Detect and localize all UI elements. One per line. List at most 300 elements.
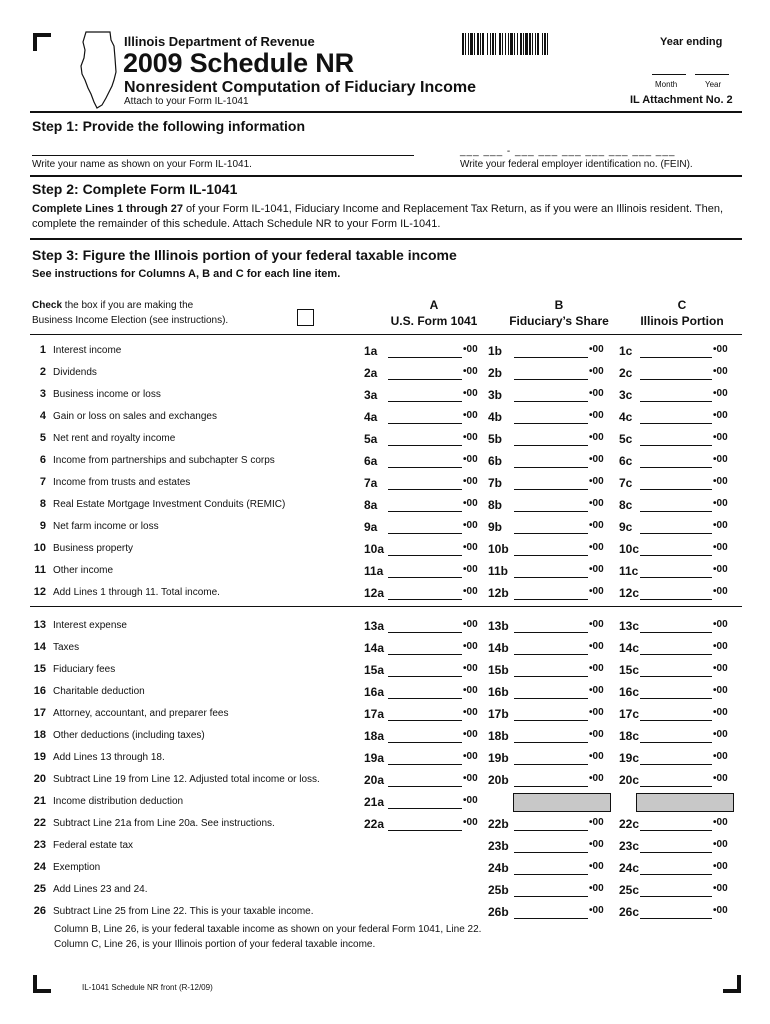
cents-25b: •00 [589,883,604,894]
field-label-a: 20a [364,773,385,787]
line-18-row [0,727,770,747]
amount-input-2b[interactable] [514,379,588,382]
line-number: 1 [39,344,46,356]
cents-16a: •00 [463,685,478,696]
cents-17b: •00 [589,707,604,718]
amount-input-5a[interactable] [388,445,462,448]
field-label-a: 5a [364,432,378,446]
amount-input-23c[interactable] [640,852,712,855]
month-field[interactable] [652,74,686,75]
field-label-c: 3c [619,388,633,402]
line-description: Income from trusts and estates [53,477,191,488]
field-label-c: 18c [619,729,640,743]
cents-18c: •00 [713,729,728,740]
cents-10a: •00 [463,542,478,553]
line-number: 25 [33,883,46,895]
field-label-c: 24c [619,861,640,875]
field-label-b: 10b [488,542,509,556]
field-label-a: 2a [364,366,378,380]
amount-input-19a[interactable] [388,764,462,767]
line-description: Subtract Line 19 from Line 12. Adjusted total income or loss. [53,774,320,785]
cents-22a: •00 [463,817,478,828]
line-description: Net rent and royalty income [53,433,176,444]
cents-24c: •00 [713,861,728,872]
cents-6a: •00 [463,454,478,465]
cents-5b: •00 [589,432,604,443]
line-2-row [0,364,770,384]
amount-input-14a[interactable] [388,654,462,657]
amount-input-20a[interactable] [388,786,462,789]
line-25-row [0,881,770,901]
cents-14b: •00 [589,641,604,652]
field-label-b: 11b [488,564,509,578]
step2-heading: Step 2: Complete Form IL-1041 [32,181,238,197]
field-label-a: 10a [364,542,385,556]
amount-input-1b[interactable] [514,357,588,360]
cents-26b: •00 [589,905,604,916]
line-description: Income from partnerships and subchapter S corps [53,455,275,466]
field-label-c: 6c [619,454,633,468]
amount-input-13b[interactable] [514,632,588,635]
line-number: 14 [33,641,46,653]
field-label-a: 22a [364,817,385,831]
amount-input-25c[interactable] [640,896,712,899]
line-7-row [0,474,770,494]
line-description: Other deductions (including taxes) [53,730,205,741]
amount-input-3a[interactable] [388,401,462,404]
amount-input-6a[interactable] [388,467,462,470]
cents-13c: •00 [713,619,728,630]
amount-input-8b[interactable] [514,511,588,514]
line-number: 16 [33,685,46,697]
field-label-c: 25c [619,883,640,897]
line-15-row [0,661,770,681]
cents-8c: •00 [713,498,728,509]
cents-1c: •00 [713,344,728,355]
month-label: Month [655,80,678,89]
cents-7a: •00 [463,476,478,487]
amount-input-12b[interactable] [514,599,588,602]
cents-3c: •00 [713,388,728,399]
field-label-c: 2c [619,366,633,380]
amount-input-19b[interactable] [514,764,588,767]
amount-input-7c[interactable] [640,489,712,492]
field-label-b: 12b [488,586,509,600]
line-description: Federal estate tax [53,840,134,851]
field-label-c: 12c [619,586,640,600]
amount-input-3b[interactable] [514,401,588,404]
amount-input-14b[interactable] [514,654,588,657]
field-label-c: 17c [619,707,640,721]
amount-input-14c[interactable] [640,654,712,657]
fein-caption: Write your federal employer identification no. (FEIN). [460,159,693,170]
line-number: 2 [39,366,46,378]
note-column-b: Column B, Line 26, is your federal taxable income as shown on your federal Form 1041, Line 22. [54,924,482,935]
line-description: Dividends [53,367,97,378]
amount-input-5b[interactable] [514,445,588,448]
amount-input-9b[interactable] [514,533,588,536]
cents-16b: •00 [589,685,604,696]
year-field[interactable] [695,74,729,75]
amount-input-26b[interactable] [514,918,588,921]
amount-input-6b[interactable] [514,467,588,470]
amount-input-10c[interactable] [640,555,712,558]
cents-19c: •00 [713,751,728,762]
field-label-c: 5c [619,432,633,446]
line-13-row [0,617,770,637]
divider [30,111,742,113]
cents-9c: •00 [713,520,728,531]
amount-input-3c[interactable] [640,401,712,404]
barcode-graphic [462,33,586,55]
cents-9b: •00 [589,520,604,531]
cents-12c: •00 [713,586,728,597]
line-14-row [0,639,770,659]
attach-note: Attach to your Form IL-1041 [124,96,249,107]
step3-instructions: See instructions for Columns A, B and C for each line item. [32,268,341,280]
business-election-label: Check the box if you are making the Business Income Election (see instructions). [32,300,229,326]
amount-input-2c[interactable] [640,379,712,382]
line-6-row [0,452,770,472]
amount-input-4c[interactable] [640,423,712,426]
amount-input-13c[interactable] [640,632,712,635]
field-label-c: 23c [619,839,640,853]
field-label-a: 18a [364,729,385,743]
line-8-row [0,496,770,516]
amount-input-16b[interactable] [514,698,588,701]
cents-13b: •00 [589,619,604,630]
line-number: 26 [33,905,46,917]
field-label-b: 4b [488,410,503,424]
name-caption: Write your name as shown on your Form IL-1041. [32,159,252,170]
cents-18a: •00 [463,729,478,740]
line-1-row [0,342,770,362]
amount-input-15c[interactable] [640,676,712,679]
line-number: 5 [39,432,46,444]
amount-input-11b[interactable] [514,577,588,580]
amount-input-4b[interactable] [514,423,588,426]
column-b-header: B Fiduciary’s Share [509,298,609,328]
crop-mark-bottom-right [723,975,741,993]
fein-field[interactable]: ___ ___ - ___ ___ ___ ___ ___ ___ ___ [460,146,676,157]
field-label-a: 12a [364,586,385,600]
line-number: 8 [39,498,46,510]
cents-11a: •00 [463,564,478,575]
cents-22c: •00 [713,817,728,828]
cents-21a: •00 [463,795,478,806]
cents-7b: •00 [589,476,604,487]
line-description: Income distribution deduction [53,796,184,807]
cents-4b: •00 [589,410,604,421]
line-19-row [0,749,770,769]
line-description: Attorney, accountant, and preparer fees [53,708,229,719]
line-26-row [0,903,770,923]
field-label-b: 7b [488,476,503,490]
crop-mark-bottom-left [33,975,51,993]
line-description: Other income [53,565,114,576]
line-description: Real Estate Mortgage Investment Conduits (REMIC) [53,499,286,510]
cents-6c: •00 [713,454,728,465]
cents-14c: •00 [713,641,728,652]
line-description: Interest income [53,345,122,356]
line-description: Taxes [53,642,80,653]
cents-20a: •00 [463,773,478,784]
form-title: 2009 Schedule NR [123,48,354,78]
amount-input-25b[interactable] [514,896,588,899]
cents-3b: •00 [589,388,604,399]
cents-11b: •00 [589,564,604,575]
amount-input-15a[interactable] [388,676,462,679]
line-22-row [0,815,770,835]
divider [30,238,742,240]
cents-7c: •00 [713,476,728,487]
amount-input-20c[interactable] [640,786,712,789]
amount-input-12c[interactable] [640,599,712,602]
field-label-a: 4a [364,410,378,424]
year-ending-label: Year ending [660,36,723,48]
line-description: Add Lines 23 and 24. [53,884,148,895]
line-17-row [0,705,770,725]
amount-input-9c[interactable] [640,533,712,536]
field-label-a: 17a [364,707,385,721]
amount-input-21a[interactable] [388,808,462,811]
line-description: Net farm income or loss [53,521,159,532]
amount-input-9a[interactable] [388,533,462,536]
field-label-a: 6a [364,454,378,468]
cents-17a: •00 [463,707,478,718]
line-description: Fiduciary fees [53,664,116,675]
cents-15b: •00 [589,663,604,674]
amount-input-13a[interactable] [388,632,462,635]
field-label-a: 1a [364,344,378,358]
cents-24b: •00 [589,861,604,872]
step3-heading: Step 3: Figure the Illinois portion of your federal taxable income [32,247,457,263]
line-11-row [0,562,770,582]
line-number: 13 [33,619,46,631]
amount-input-22a[interactable] [388,830,462,833]
line-10-row [0,540,770,560]
cents-14a: •00 [463,641,478,652]
amount-input-17c[interactable] [640,720,712,723]
amount-input-22b[interactable] [514,830,588,833]
field-label-c: 22c [619,817,640,831]
amount-input-17a[interactable] [388,720,462,723]
cents-12a: •00 [463,586,478,597]
amount-input-8a[interactable] [388,511,462,514]
cents-4c: •00 [713,410,728,421]
line-number: 23 [33,839,46,851]
field-label-c: 7c [619,476,633,490]
amount-input-15b[interactable] [514,676,588,679]
cents-10b: •00 [589,542,604,553]
cents-20c: •00 [713,773,728,784]
line-number: 9 [39,520,46,532]
footer-form-id: IL-1041 Schedule NR front (R-12/09) [82,983,213,992]
amount-input-7a[interactable] [388,489,462,492]
column-a-header: A U.S. Form 1041 [390,298,478,328]
line-24-row [0,859,770,879]
amount-input-18c[interactable] [640,742,712,745]
line-description: Charitable deduction [53,686,145,697]
cents-2b: •00 [589,366,604,377]
amount-input-10b[interactable] [514,555,588,558]
field-label-c: 9c [619,520,633,534]
cents-2a: •00 [463,366,478,377]
field-label-b: 5b [488,432,503,446]
amount-input-10a[interactable] [388,555,462,558]
cents-4a: •00 [463,410,478,421]
line-number: 19 [33,751,46,763]
field-label-b: 8b [488,498,503,512]
amount-input-1a[interactable] [388,357,462,360]
cents-9a: •00 [463,520,478,531]
line-description: Gain or loss on sales and exchanges [53,411,217,422]
amount-input-20b[interactable] [514,786,588,789]
amount-input-7b[interactable] [514,489,588,492]
cents-13a: •00 [463,619,478,630]
step1-heading: Step 1: Provide the following information [32,118,306,134]
line-number: 18 [33,729,46,741]
field-label-a: 21a [364,795,385,809]
field-label-a: 8a [364,498,378,512]
step2-instructions [32,202,744,232]
amount-input-4a[interactable] [388,423,462,426]
illinois-map-icon [76,28,122,110]
department-name: Illinois Department of Revenue [124,34,315,49]
field-label-c: 16c [619,685,640,699]
line-number: 4 [39,410,46,422]
cents-1b: •00 [589,344,604,355]
line-number: 10 [33,542,46,554]
attachment-number: IL Attachment No. 2 [630,94,733,106]
amount-input-24b[interactable] [514,874,588,877]
shaded-box-b [513,793,611,812]
cents-2c: •00 [713,366,728,377]
line-description: Business income or loss [53,389,161,400]
field-label-b: 16b [488,685,509,699]
field-label-b: 2b [488,366,503,380]
field-label-b: 13b [488,619,509,633]
cents-16c: •00 [713,685,728,696]
cents-15c: •00 [713,663,728,674]
cents-3a: •00 [463,388,478,399]
cents-19a: •00 [463,751,478,762]
field-label-a: 16a [364,685,385,699]
line-number: 15 [33,663,46,675]
amount-input-5c[interactable] [640,445,712,448]
line-12-row [0,584,770,604]
field-label-c: 8c [619,498,633,512]
form-subtitle: Nonresident Computation of Fiduciary Income [124,79,477,96]
amount-input-11a[interactable] [388,577,462,580]
field-label-a: 15a [364,663,385,677]
field-label-b: 23b [488,839,509,853]
cents-23c: •00 [713,839,728,850]
field-label-b: 24b [488,861,509,875]
field-label-c: 4c [619,410,633,424]
amount-input-19c[interactable] [640,764,712,767]
amount-input-18a[interactable] [388,742,462,745]
amount-input-22c[interactable] [640,830,712,833]
amount-input-16a[interactable] [388,698,462,701]
line-number: 22 [33,817,46,829]
cents-18b: •00 [589,729,604,740]
line-description: Subtract Line 25 from Line 22. This is your taxable income. [53,906,314,917]
business-election-checkbox[interactable] [297,309,314,326]
cents-5c: •00 [713,432,728,443]
cents-15a: •00 [463,663,478,674]
line-4-row [0,408,770,428]
field-label-b: 9b [488,520,503,534]
field-label-b: 1b [488,344,503,358]
amount-input-1c[interactable] [640,357,712,360]
amount-input-17b[interactable] [514,720,588,723]
name-field[interactable] [32,155,414,156]
divider [30,175,742,177]
field-label-c: 14c [619,641,640,655]
amount-input-12a[interactable] [388,599,462,602]
step2-text: of your Form IL-1041, Fiduciary Income and Replacement Tax Return, as if you were an Illinois resident. Then, complete the remainder of this schedule. Attach Schedule NR to your Form IL-1041. [32,203,724,230]
amount-input-26c[interactable] [640,918,712,921]
field-label-c: 13c [619,619,640,633]
amount-input-2a[interactable] [388,379,462,382]
column-c-header: C Illinois Portion [640,298,724,328]
cents-25c: •00 [713,883,728,894]
field-label-b: 3b [488,388,503,402]
divider [30,334,742,335]
shaded-box-c [636,793,734,812]
line-21-row [0,793,770,813]
amount-input-23b[interactable] [514,852,588,855]
field-label-b: 14b [488,641,509,655]
field-label-c: 20c [619,773,640,787]
line-number: 24 [33,861,46,873]
field-label-a: 11a [364,564,384,578]
field-label-c: 19c [619,751,640,765]
line-number: 6 [39,454,46,466]
line-number: 3 [39,388,46,400]
line-16-row [0,683,770,703]
line-20-row [0,771,770,791]
cents-10c: •00 [713,542,728,553]
line-description: Add Lines 1 through 11. Total income. [53,587,220,598]
line-number: 21 [33,795,46,807]
line-number: 11 [34,564,46,576]
amount-input-8c[interactable] [640,511,712,514]
field-label-b: 22b [488,817,509,831]
field-label-a: 19a [364,751,385,765]
field-label-a: 9a [364,520,378,534]
field-label-b: 19b [488,751,509,765]
amount-input-16c[interactable] [640,698,712,701]
amount-input-6c[interactable] [640,467,712,470]
line-description: Subtract Line 21a from Line 20a. See instructions. [53,818,275,829]
cents-8b: •00 [589,498,604,509]
line26-notes [32,922,481,952]
field-label-b: 20b [488,773,509,787]
amount-input-11c[interactable] [640,577,712,580]
cents-11c: •00 [713,564,728,575]
field-label-b: 18b [488,729,509,743]
line-description: Add Lines 13 through 18. [53,752,165,763]
field-label-c: 1c [619,344,633,358]
field-label-b: 6b [488,454,503,468]
line-description: Business property [53,543,134,554]
cents-6b: •00 [589,454,604,465]
amount-input-24c[interactable] [640,874,712,877]
cents-23b: •00 [589,839,604,850]
amount-input-18b[interactable] [514,742,588,745]
